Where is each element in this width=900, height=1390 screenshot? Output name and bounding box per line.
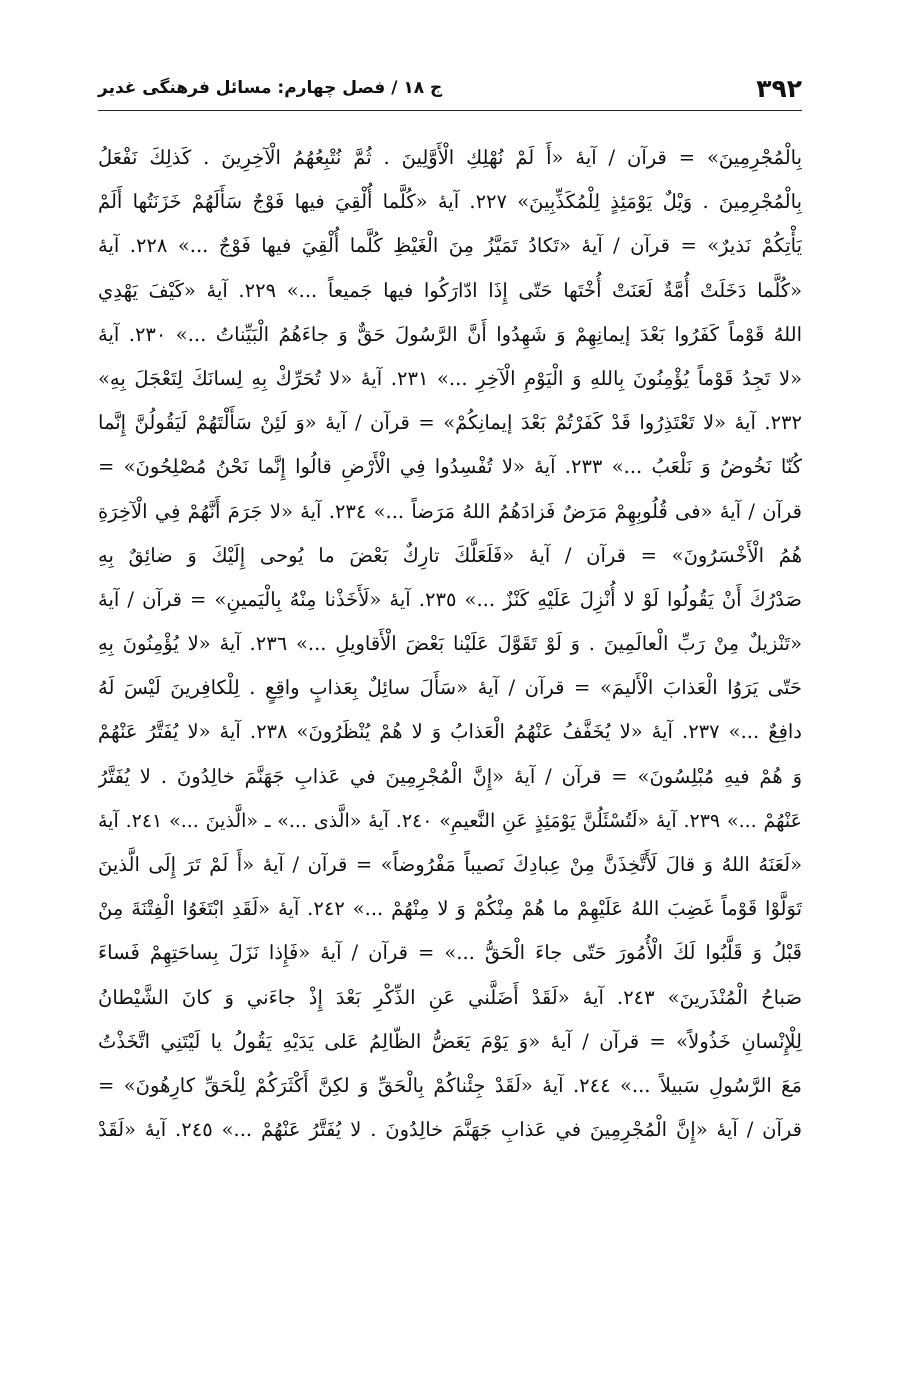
text-line: صَباحُ الْمُنْذَرينَ» ٢٤٣. آيهٔ «لَقَدْ أَضَلَّني عَنِ الذِّكْرِ بَعْدَ إِذْ جاءَني وَ كانَ الشَّيْطانُ — [98, 985, 802, 1009]
text-line: «تَنْزيلٌ مِنْ رَبِّ الْعالَمِينَ . وَ لَوْ تَقَوَّلَ عَلَيْنا بَعْضَ الْأَقاويلِ ...» ٢٣٦. آيهٔ «لا يُؤْمِنُونَ بِهِ — [98, 632, 802, 656]
text-line: حَتّى يَرَوُا الْعَذابَ الْأَليمَ» = قرآن / آيهٔ «سَأَلَ سائِلٌ بِعَذابٍ واقِعٍ . لِلْكافِرينَ لَيْسَ لَهُ — [98, 676, 802, 700]
text-line: قَبْلُ وَ قَلَّبُوا لَكَ الْأُمُورَ حَتّى جاءَ الْحَقُّ ...» = قرآن / آيهٔ «فَإِذا نَزَلَ بِساحَتِهِمْ فَساءَ — [98, 941, 802, 965]
text-line: قرآن / آيهٔ «إِنَّ الْمُجْرِمِينَ في عَذابِ جَهَنَّمَ خالِدُونَ . لا يُفَتَّرُ عَنْهُمْ ...» ٢٤٥. آيهٔ «لَقَدْ — [98, 1118, 802, 1142]
text-line: «لَعَنَهُ اللهُ وَ قالَ لَأَتَّخِذَنَّ مِنْ عِبادِكَ نَصيباً مَفْرُوضاً» = قرآن / آيهٔ «أَ لَمْ تَرَ إِلَى الَّذينَ — [98, 853, 802, 876]
page-header — [98, 66, 802, 111]
text-line: يَأْتِكُمْ نَذيرٌ» = قرآن / آيهٔ «تَكادُ تَمَيَّزُ مِنَ الْغَيْظِ كُلَّما أُلْقِيَ فيها فَوْجٌ ...» ٢٢٨. آيهٔ — [98, 234, 802, 258]
text-line: تَوَلَّوْا قَوْماً غَضِبَ اللهُ عَلَيْهِمْ ما هُمْ مِنْكُمْ وَ لا مِنْهُمْ ...» ٢٤٢. آيهٔ «لَقَدِ ابْتَغَوُا الْفِتْنَةَ مِنْ — [98, 897, 802, 921]
text-line: بِالْمُجْرِمِينَ» = قرآن / آيهٔ «أَ لَمْ نُهْلِكِ الْأَوَّلِينَ . ثُمَّ نُتْبِعُهُمُ الْآخِرِينَ . كَذلِكَ نَفْعَلُ — [98, 146, 802, 169]
text-line: هُمُ الْأَخْسَرُونَ» = قرآن / آيهٔ «فَلَعَلَّكَ تارِكٌ بَعْضَ ما يُوحى إِلَيْكَ وَ ضائِقٌ بِهِ — [98, 543, 802, 567]
text-line: بِالْمُجْرِمِينَ . وَيْلٌ يَوْمَئِذٍ لِلْمُكَذِّبِينَ» ٢٢٧. آيهٔ «كُلَّما أُلْقِيَ فيها فَوْجٌ سَأَلَهُمْ خَزَنَتُها أَلَمْ — [98, 190, 802, 214]
text-line: صَدْرُكَ أَنْ يَقُولُوا لَوْ لا أُنْزِلَ عَلَيْهِ كَنْزٌ ...» ٢٣٥. آيهٔ «لَأَخَذْنا مِنْهُ بِالْيَمينِ» = قرآن / آيهٔ — [98, 587, 802, 611]
text-line: «لا تَجِدُ قَوْماً يُؤْمِنُونَ بِاللهِ وَ الْيَوْمِ الْآخِرِ ...» ٢٣١. آيهٔ «لا تُحَرِّكْ بِهِ لِسانَكَ لِتَعْجَلَ بِهِ» — [98, 366, 802, 390]
text-line: دافِعٌ ...» ٢٣٧. آيهٔ «لا يُخَفَّفُ عَنْهُمُ الْعَذابُ وَ لا هُمْ يُنْظَرُونَ» ٢٣٨. آيهٔ «لا يُفَتَّرُ عَنْهُمْ — [98, 720, 802, 744]
text-line: مَعَ الرَّسُولِ سَبيلاً ...» ٢٤٤. آيهٔ «لَقَدْ جِئْناكُمْ بِالْحَقِّ وَ لكِنَّ أَكْثَرَكُمْ لِلْحَقِّ كارِهُونَ» = — [98, 1073, 802, 1097]
text-line: وَ هُمْ فيهِ مُبْلِسُونَ» = قرآن / آيهٔ «إِنَّ الْمُجْرِمِينَ في عَذابِ جَهَنَّمَ خالِدُونَ . لا يُفَتَّرُ — [98, 764, 802, 788]
page-number: ۳۹۲ — [756, 73, 802, 103]
text-line: اللهُ قَوْماً كَفَرُوا بَعْدَ إيمانِهِمْ وَ شَهِدُوا أَنَّ الرَّسُولَ حَقٌّ وَ جاءَهُمُ الْبَيِّناتُ ...» ٢٣٠. آيهٔ — [98, 322, 802, 346]
text-line: كُنّا نَخُوضُ وَ نَلْعَبُ ...» ٢٣٣. آيهٔ «لا تُفْسِدُوا فِي الْأَرْضِ قالُوا إِنَّما نَحْنُ مُصْلِحُونَ» = — [98, 455, 802, 479]
text-line: عَنْهُمْ ...» ٢٣٩. آيهٔ «لَتُسْئَلُنَّ يَوْمَئِذٍ عَنِ النَّعيمِ» ٢٤٠. آيهٔ «الَّذی ...» ـ «الَّذينَ ...» ٢٤١. آيهٔ — [98, 809, 802, 832]
text-line: قرآن / آيهٔ «فی قُلُوبِهِمْ مَرَضٌ فَزادَهُمُ اللهُ مَرَضاً ...» ٢٣٤. آيهٔ «لا جَرَمَ أَنَّهُمْ فِي الْآخِرَةِ — [98, 499, 802, 523]
text-line: ٢٣٢. آيهٔ «لا تَعْتَذِرُوا قَدْ كَفَرْتُمْ بَعْدَ إيمانِكُمْ» = قرآن / آيهٔ «وَ لَئِنْ سَأَلْتَهُمْ لَيَقُولُنَّ إِنَّما — [98, 411, 802, 435]
running-title: ج ۱۸ / فصل چهارم: مسائل فرهنگی غدیر — [98, 78, 443, 98]
text-line: «كُلَّما دَخَلَتْ أُمَّةٌ لَعَنَتْ أُخْتَها حَتّى إِذَا ادّارَكُوا فيها جَميعاً ...» ٢٢٩. آيهٔ «كَيْفَ يَهْدِي — [98, 278, 802, 302]
body-text — [98, 136, 802, 1152]
text-line: لِلْإِنْسانِ خَذُولاً» = قرآن / آيهٔ «وَ يَوْمَ يَعَضُّ الظّالِمُ عَلى يَدَيْهِ يَقُولُ يا لَيْتَنِي اتَّخَذْتُ — [98, 1029, 802, 1053]
